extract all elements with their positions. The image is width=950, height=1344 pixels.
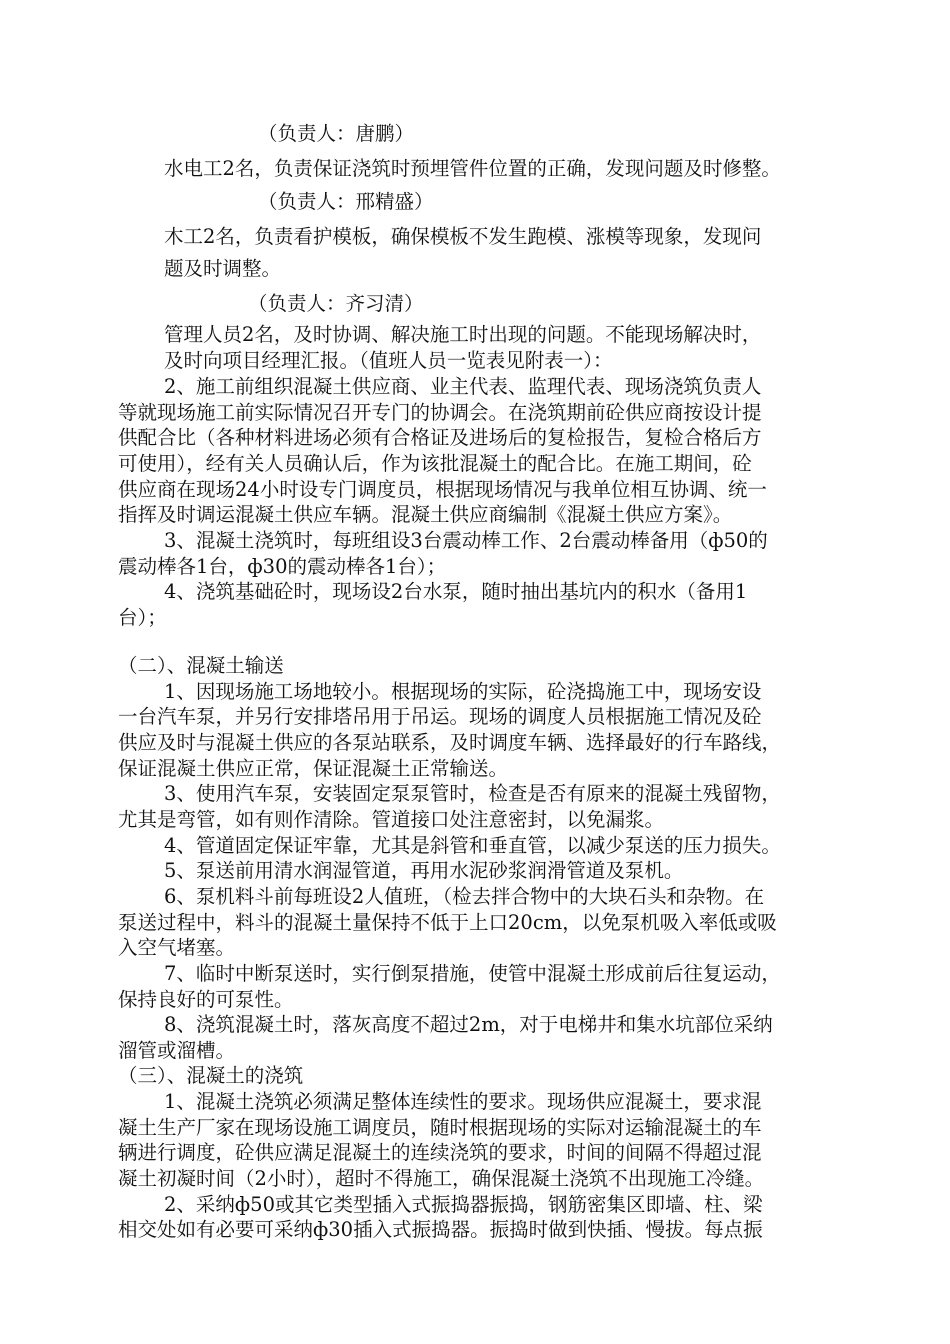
text-line: 凝土生产厂家在现场设施工调度员，随时根据现场的实际对运输混凝土的车 (118, 1116, 762, 1139)
text-line: 3、混凝土浇筑时，每班组设3台震动棒工作、2台震动棒备用（ф50的 (164, 529, 768, 552)
text-line: 4、浇筑基础砼时，现场设2台水泵，随时抽出基坑内的积水（备用1 (164, 580, 748, 603)
text-line: 题及时调整。 (164, 257, 282, 280)
text-line: 6、泵机料斗前每班设2人值班，（检去拌合物中的大块石头和杂物。在 (164, 885, 765, 908)
text-line: 尤其是弯管，如有则作清除。管道接口处注意密封，以免漏浆。 (118, 808, 665, 831)
text-line: 3、使用汽车泵，安装固定泵泵管时，检查是否有原来的混凝土残留物， (164, 782, 781, 805)
section-heading: （二）、混凝土输送 (118, 654, 284, 677)
text-line: （负责人：邢精盛） (258, 190, 434, 213)
text-line: 一台汽车泵，并另行安排塔吊用于吊运。现场的调度人员根据施工情况及砼 (118, 705, 762, 728)
text-line: 凝土初凝时间（2小时），超时不得施工，确保混凝土浇筑不出现施工冷缝。 (118, 1167, 765, 1190)
text-line: 供应及时与混凝土供应的各泵站联系，及时调度车辆、选择最好的行车路线， (118, 731, 782, 754)
text-line: 8、浇筑混凝土时，落灰高度不超过2m，对于电梯井和集水坑部位采纳 (164, 1013, 773, 1036)
text-line: （负责人：齐习清） (248, 292, 424, 315)
text-line: 1、混凝土浇筑必须满足整体连续性的要求。现场供应混凝土，要求混 (164, 1090, 762, 1113)
text-line: 可使用），经有关人员确认后，作为该批混凝土的配合比。在施工期间，砼 (118, 452, 752, 475)
text-line: 保证混凝土供应正常，保证混凝土正常输送。 (118, 757, 509, 780)
text-line: 水电工2名，负责保证浇筑时预埋管件位置的正确，发现问题及时修整。 (164, 157, 781, 180)
text-line: 及时向项目经理汇报。（值班人员一览表见附表一）： (164, 349, 613, 372)
text-line: 木工2名，负责看护模板，确保模板不发生跑模、涨模等现象，发现问 (164, 225, 762, 248)
text-line: 泵送过程中，料斗的混凝土量保持不低于上口20cm，以免泵机吸入率低或吸 (118, 911, 777, 934)
text-line: 供应商在现场24小时设专门调度员，根据现场情况与我单位相互协调、统一 (118, 478, 767, 501)
text-line: 5、泵送前用清水润湿管道，再用水泥砂浆润滑管道及泵机。 (164, 859, 684, 882)
text-line: 7、临时中断泵送时，实行倒泵措施，使管中混凝土形成前后往复运动， (164, 962, 781, 985)
text-line: 台）； (118, 606, 167, 629)
text-line: 辆进行调度，砼供应满足混凝土的连续浇筑的要求，时间的间隔不得超过混 (118, 1141, 762, 1164)
text-line: （负责人：唐鹏） (258, 122, 415, 145)
section-heading: （三）、混凝土的浇筑 (118, 1064, 304, 1087)
text-line: 指挥及时调运混凝土供应车辆。混凝土供应商编制《混凝土供应方案》。 (118, 503, 733, 526)
text-line: 入空气堵塞。 (118, 936, 236, 959)
text-line: 相交处如有必要可采纳ф30插入式振捣器。振捣时做到快插、慢拔。每点振 (118, 1218, 763, 1241)
text-line: 等就现场施工前实际情况召开专门的协调会。在浇筑期前砼供应商按设计提 (118, 401, 762, 424)
text-line: 震动棒各1台，ф30的震动棒各1台）； (118, 555, 447, 578)
text-line: 供配合比（各种材料进场必须有合格证及进场后的复检报告，复检合格后方 (118, 426, 762, 449)
text-line: 2、施工前组织混凝土供应商、业主代表、监理代表、现场浇筑负责人 (164, 375, 762, 398)
text-line: 溜管或溜槽。 (118, 1039, 236, 1062)
text-line: 保持良好的可泵性。 (118, 988, 294, 1011)
text-line: 管理人员2名，及时协调、解决施工时出现的问题。不能现场解决时， (164, 323, 762, 346)
text-line: 1、因现场施工场地较小。根据现场的实际，砼浇捣施工中，现场安设 (164, 680, 762, 703)
text-line: 2、采纳ф50或其它类型插入式振捣器振捣，钢筋密集区即墙、柱、梁 (164, 1193, 763, 1216)
text-line: 4、管道固定保证牢靠，尤其是斜管和垂直管，以减少泵送的压力损失。 (164, 834, 781, 857)
